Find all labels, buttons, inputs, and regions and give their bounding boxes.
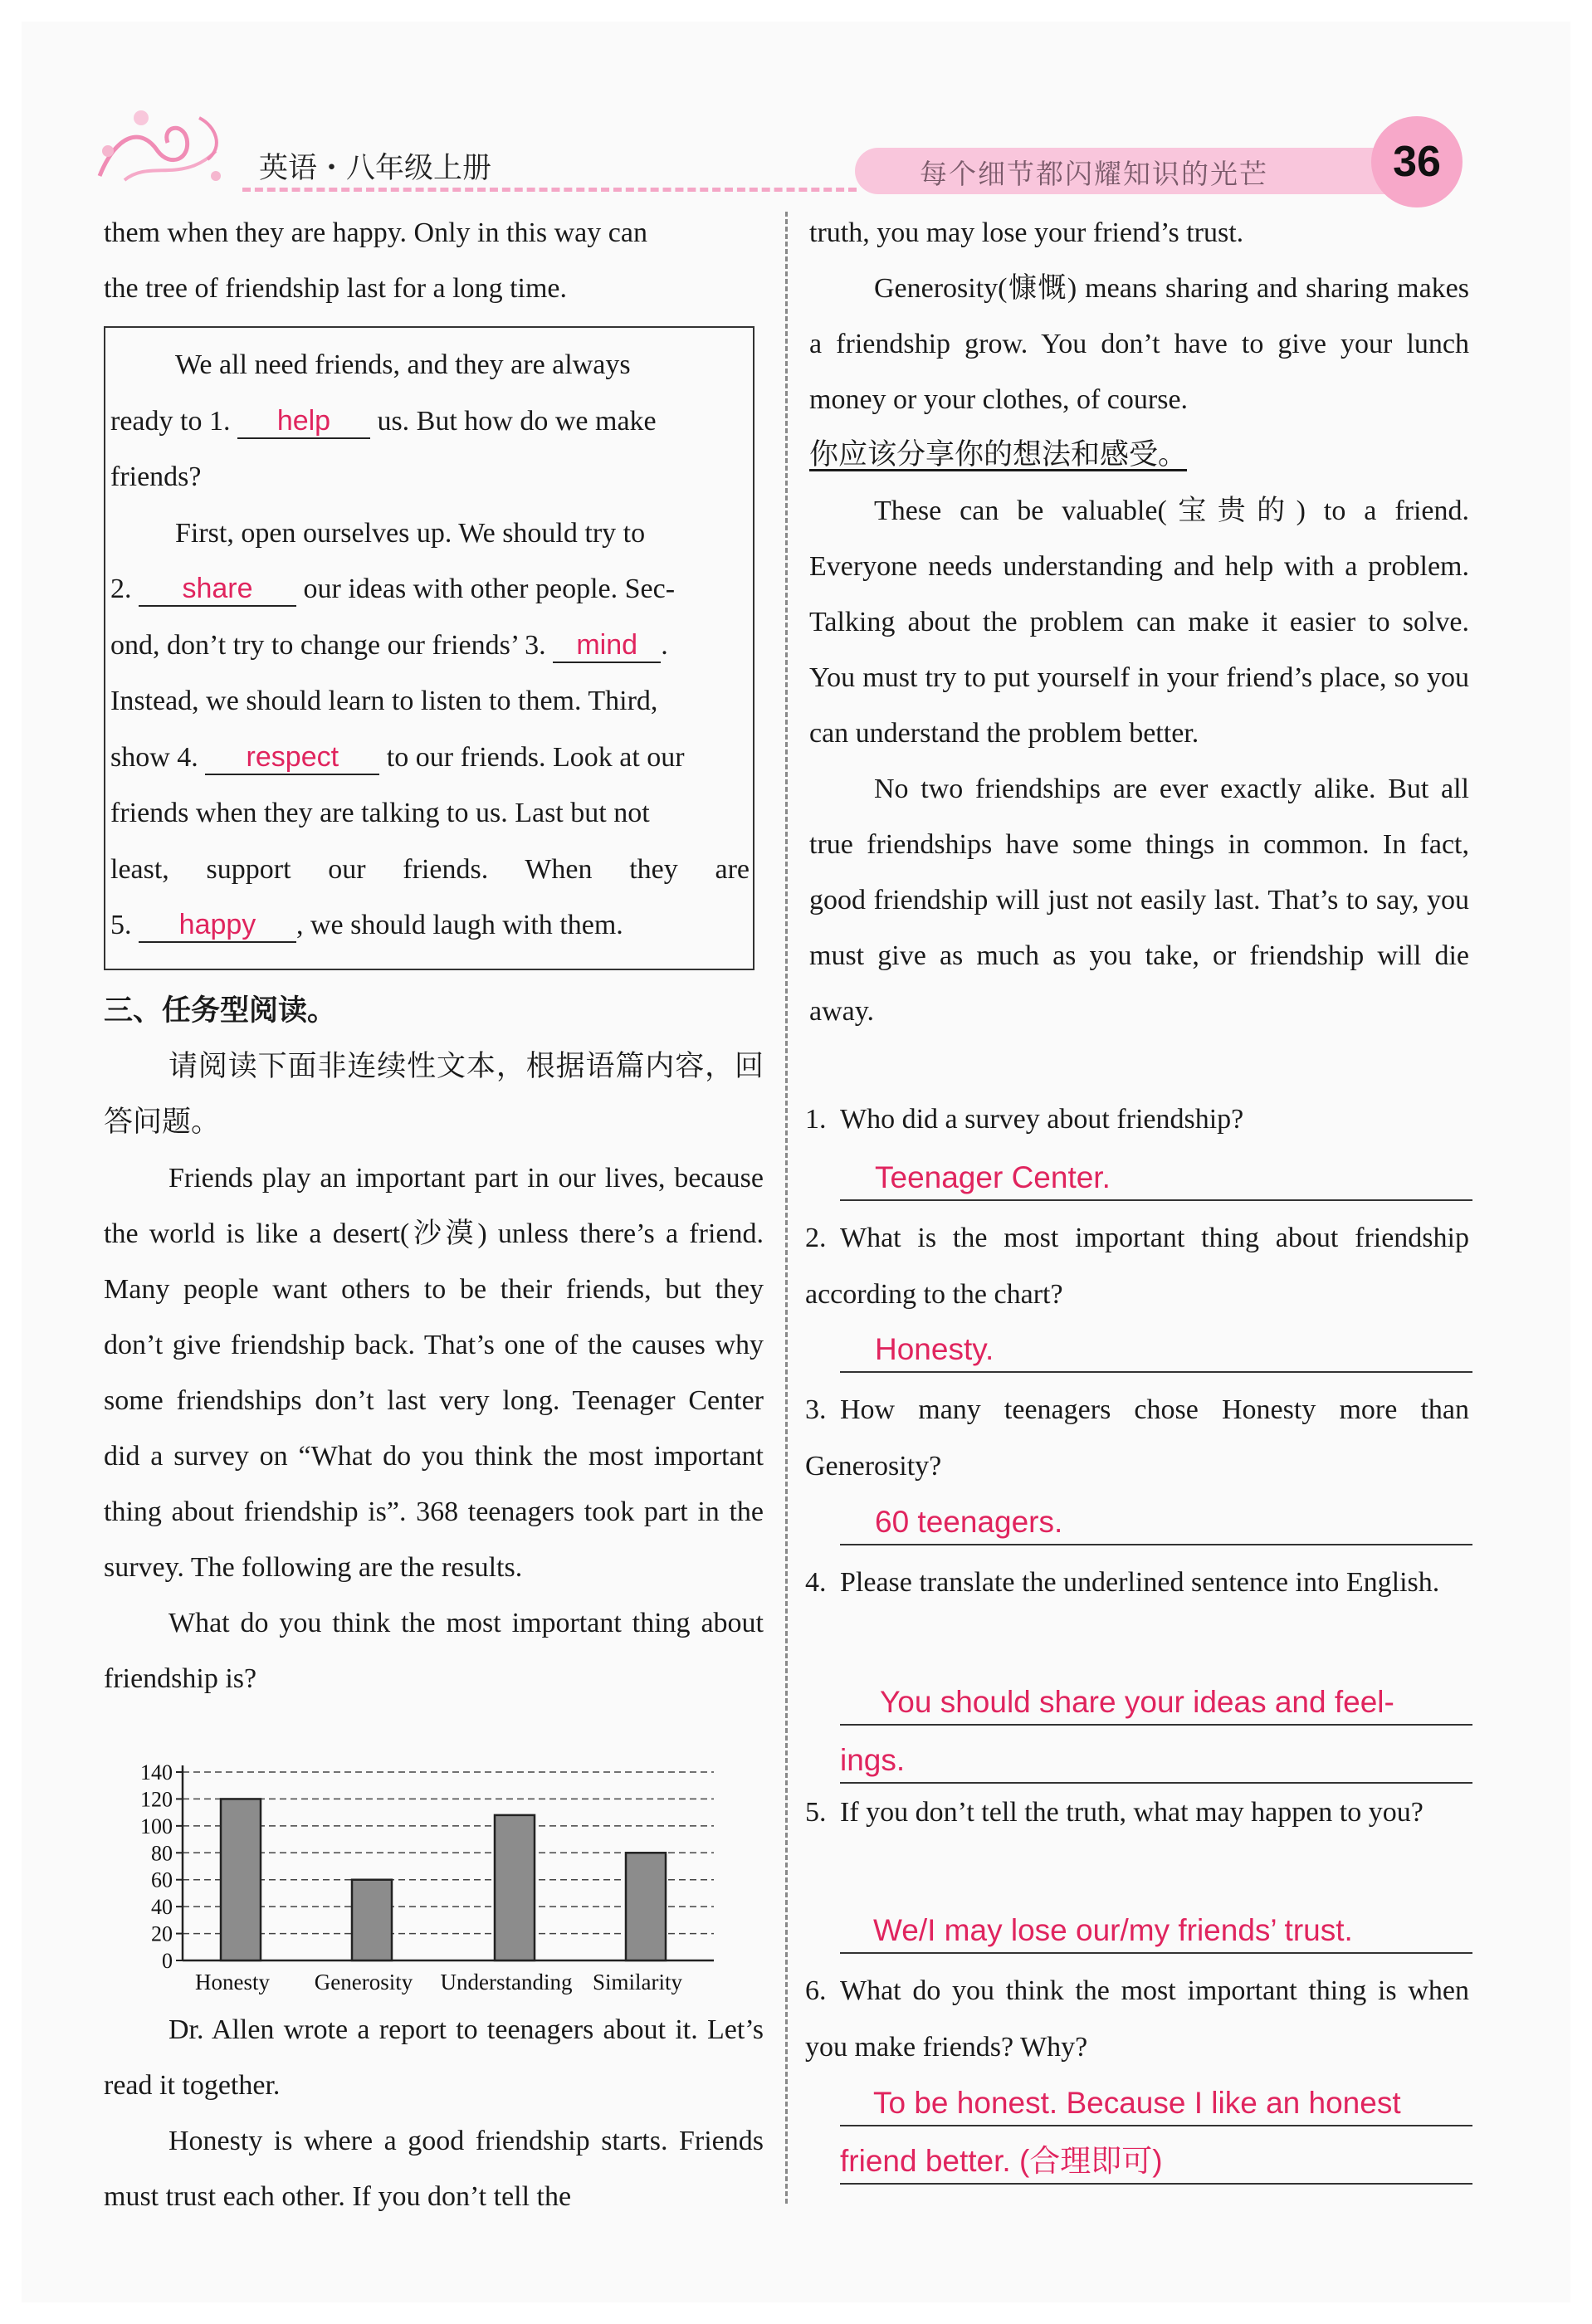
survey-bar-chart [125, 1755, 722, 1996]
y-tick-label: 80 [151, 1841, 173, 1866]
question-text: What do you think the most important thing is when you make friends? Why? [805, 1975, 1469, 2063]
y-tick-label: 0 [162, 1949, 173, 1973]
answer-6-line-2: friend better. (合理即可) [840, 2140, 1472, 2185]
cloze-line: friends when they are talking to us. Last but not [110, 798, 650, 828]
left-intro [104, 205, 764, 316]
question-4 [805, 1555, 1469, 1611]
bar-honesty [221, 1799, 261, 1960]
cloze-fragment: to our friends. Look at our [386, 741, 685, 773]
intro-line: them when they are happy. Only in this way can [104, 217, 647, 248]
cloze-line: Instead, we should learn to listen to them. Third, [110, 686, 658, 716]
understanding-paragraph: These can be valuable(宝贵的) to a friend. Everyone needs understanding and help with a problem. Talking about the problem can make it easier to solve. You must try to put yourself in your friend’s place, so you can understand the problem better. [809, 496, 1469, 749]
cloze-fragment: . [661, 629, 668, 661]
bar-understanding [495, 1815, 535, 1960]
book-title: 英语・八年级上册 [259, 152, 492, 185]
generosity-paragraph: Generosity(慷慨) means sharing and sharing makes a friendship grow. You don’t have to give your lunch money or your clothes, of course. [809, 273, 1469, 415]
floral-ornament-icon [91, 101, 232, 193]
question-text: Please translate the underlined sentence into English. [840, 1567, 1440, 1598]
question-number: 6. [805, 1975, 827, 2006]
answer-5: We/I may lose our/my friends’ trust. [840, 1909, 1472, 1954]
honesty-paragraph: Honesty is where a good friendship starts. Friends must trust each other. If you don’t tell the [104, 2126, 764, 2212]
blank-label: 5. [110, 910, 132, 940]
answer-4-line-2: ings. [840, 1739, 1472, 1784]
answer-2: Honesty. [840, 1328, 1472, 1373]
report-intro: Dr. Allen wrote a report to teenagers about it. Let’s read it together. [104, 2014, 764, 2101]
category-label: Generosity [314, 1970, 413, 1994]
y-tick-label: 140 [140, 1760, 173, 1784]
question-text: How many teenagers chose Honesty more than Generosity? [805, 1394, 1469, 1482]
answer-blank-4: respect [205, 740, 379, 775]
passage-line: truth, you may lose your friend’s trust. [809, 217, 1244, 248]
blank-label: ready to 1. [110, 405, 231, 437]
question-number: 2. [805, 1223, 827, 1253]
intro-line: the tree of friendship last for a long time. [104, 273, 567, 304]
cloze-line [110, 897, 750, 954]
answer-blank-5: happy [139, 908, 296, 943]
question-text: What is the most important thing about friendship according to the chart? [805, 1223, 1469, 1310]
blank-label: 2. [110, 574, 132, 604]
category-label: Honesty [195, 1970, 270, 1994]
cloze-text [110, 337, 750, 954]
cloze-fragment: our ideas with other people. Sec- [303, 574, 676, 604]
question-number: 1. [805, 1104, 827, 1135]
header-slogan: 每个细节都闪耀知识的光芒 [920, 158, 1268, 190]
underlined-sentence: 你应该分享你的想法和感受。 [809, 438, 1188, 471]
question-number: 3. [805, 1394, 827, 1425]
right-passage [809, 205, 1469, 1039]
question-3 [805, 1382, 1469, 1495]
cloze-fragment: us. But how do we make [377, 405, 657, 437]
answer-3: 60 teenagers. [840, 1501, 1472, 1545]
cloze-line [110, 561, 750, 618]
question-1 [805, 1091, 1469, 1148]
question-number: 5. [805, 1797, 827, 1828]
passage-text: Friends play an important part in our lives, because the world is like a desert(沙漠) unless there’s a friend. Many people want others to be their friends, but they don’t give friendship back. That’s one of the causes why some friendships don’t last very long. Teenager Center did a survey on “What do you think the most important thing about friendship is”. 368 teenagers took part in the survey. The following are the results. [104, 1163, 764, 1583]
answer-1: Teenager Center. [840, 1156, 1472, 1201]
cloze-line [110, 730, 750, 786]
question-6 [805, 1963, 1469, 2076]
answer-4-line-1: You should share your ideas and feel- [840, 1681, 1472, 1726]
question-number: 4. [805, 1567, 827, 1598]
answer-blank-2: share [139, 572, 296, 607]
y-tick-label: 60 [151, 1868, 173, 1892]
category-label: Understanding [440, 1970, 573, 1994]
section-title: 三、任务型阅读。 [104, 994, 337, 1028]
column-divider [785, 212, 788, 2204]
header-dashed-line [242, 188, 857, 192]
y-tick-label: 20 [151, 1921, 173, 1946]
blank-label: show 4. [110, 741, 198, 773]
question-text: If you don’t tell the truth, what may happen to you? [840, 1797, 1424, 1828]
y-tick-label: 100 [140, 1814, 173, 1838]
category-label: Similarity [593, 1970, 682, 1994]
bar-similarity [626, 1853, 666, 1960]
cloze-line: First, open ourselves up. We should try to [175, 517, 646, 549]
cloze-line: least, support our friends. When they are [110, 853, 750, 885]
question-2 [805, 1210, 1469, 1323]
y-tick-label: 40 [151, 1895, 173, 1920]
chart-question: What do you think the most important thing about friendship is? [104, 1608, 764, 1694]
answer-blank-3: mind [553, 628, 661, 663]
answer-6-line-1: To be honest. Because I like an honest [840, 2082, 1472, 2126]
cloze-line: friends? [110, 461, 202, 492]
cloze-line [110, 618, 750, 674]
bar-generosity [352, 1880, 392, 1960]
cloze-fragment: , we should laugh with them. [296, 910, 623, 940]
cloze-line [110, 393, 750, 450]
y-tick-label: 120 [140, 1787, 173, 1812]
after-chart-text [104, 2002, 764, 2224]
cloze-line: We all need friends, and they are always [175, 349, 631, 380]
cloze-fragment: ond, don’t try to change our friends’ 3. [110, 629, 546, 661]
answer-blank-1: help [237, 404, 370, 439]
reading-section [104, 984, 764, 1706]
question-text: Who did a survey about friendship? [840, 1104, 1244, 1135]
conclusion-paragraph: No two friendships are ever exactly alike. But all true friendships have some things in common. In fact, good friendship will just not easily last. That’s to say, you must give as much as you take, or friendship will die away. [809, 774, 1469, 1027]
question-5 [805, 1784, 1469, 1841]
section-instruction: 请阅读下面非连续性文本，根据语篇内容，回答问题。 [104, 1050, 764, 1139]
page-number: 36 [1393, 138, 1441, 186]
